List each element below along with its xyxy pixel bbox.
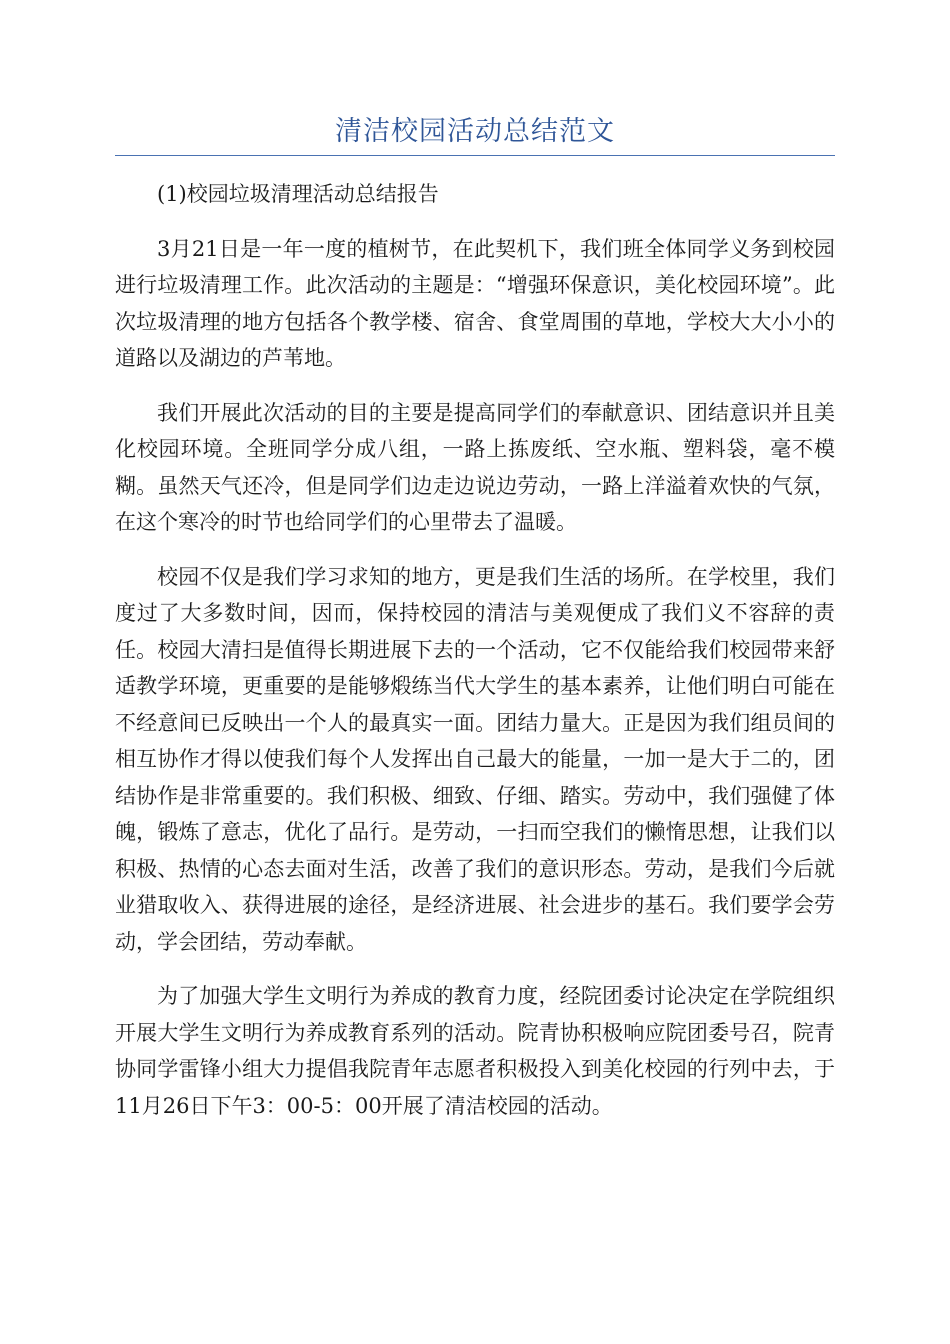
paragraph-2: 我们开展此次活动的目的主要是提高同学们的奉献意识、团结意识并且美化校园环境。全班同学分成八组，一路上拣废纸、空水瓶、塑料袋，毫不模糊。虽然天气还冷，但是同学们边走边说边劳动，一路上洋溢着欢快的气氛，在这个寒冷的时节也给同学们的心里带去了温暖。 — [115, 400, 835, 534]
section-heading: (1)校园垃圾清理活动总结报告 — [157, 182, 439, 206]
paragraph-4: 为了加强大学生文明行为养成的教育力度，经院团委讨论决定在学院组织开展大学生文明行为养成教育系列的活动。院青协积极响应院团委号召，院青协同学雷锋小组大力提倡我院青年志愿者积极投入到美化校园的行列中去，于11月26日下午3：00-5：00开展了清洁校园的活动。 — [115, 984, 835, 1118]
title-underline — [115, 155, 835, 156]
paragraph-3: 校园不仅是我们学习求知的地方，更是我们生活的场所。在学校里，我们度过了大多数时间，因而，保持校园的清洁与美观便成了我们义不容辞的责任。校园大清扫是值得长期进展下去的一个活动，它不仅能给我们校园带来舒适教学环境，更重要的是能够煅练当代大学生的基本素养，让他们明白可能在不经意间已反映出一个人的最真实一面。团结力量大。正是因为我们组员间的相互协作才得以使我们每个人发挥出自己最大的能量，一加一是大于二的，团结协作是非常重要的。我们积极、细致、仔细、踏实。劳动中，我们强健了体魄，锻炼了意志，优化了品行。是劳动，一扫而空我们的懒惰思想，让我们以积极、热情的心态去面对生活，改善了我们的意识形态。劳动，是我们今后就业猎取收入、获得进展的途径，是经济进展、社会进步的基石。我们要学会劳动，学会团结，劳动奉献。 — [115, 564, 835, 954]
paragraph-1: 3月21日是一年一度的植树节，在此契机下，我们班全体同学义务到校园进行垃圾清理工作。此次活动的主题是：“增强环保意识，美化校园环境”。此次垃圾清理的地方包括各个教学楼、宿舍、食堂周围的草地，学校大大小小的道路以及湖边的芦苇地。 — [115, 236, 835, 370]
document-body — [115, 176, 835, 1142]
document-title: 清洁校园活动总结范文 — [335, 116, 615, 147]
